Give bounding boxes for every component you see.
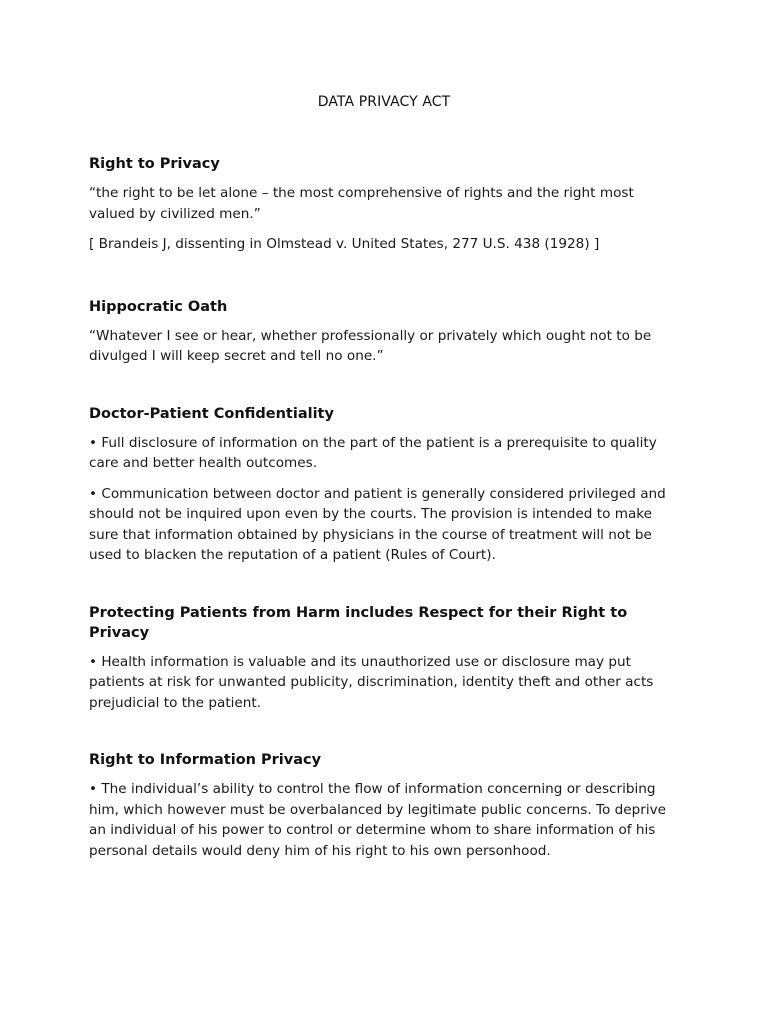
section-heading: Right to Privacy	[89, 156, 220, 172]
section-protecting-patients	[89, 603, 679, 714]
document-body	[89, 154, 679, 871]
bullet-paragraph: • The individual’s ability to control the flow of information concerning or describing him, which however must be overbalanced by legitimate public concerns. To deprive an individual of his power to control or determine whom to share information of his personal details would deny him of his right to his own personhood.	[89, 781, 667, 859]
section-heading: Protecting Patients from Harm includes Respect for their Right to Privacy	[89, 604, 628, 641]
bullet-paragraph: • Communication between doctor and patient is generally considered privileged and should not be inquired upon even by the courts. The provision is intended to make sure that information obtained by physicians in the course of treatment will not be used to blacken the reputation of a patient (Rules of Court).	[89, 485, 666, 563]
section-right-to-information-privacy	[89, 750, 679, 861]
bullet-paragraph: • Health information is valuable and its unauthorized use or disclosure may put patients at risk for unwanted publicity, discrimination, identity theft and other acts prejudicial to the patient.	[89, 653, 654, 711]
section-right-to-privacy	[89, 154, 679, 255]
section-hippocratic-oath	[89, 297, 679, 367]
quote-paragraph: “the right to be let alone – the most comprehensive of rights and the right most valued by civilized men.”	[89, 185, 634, 222]
bullet-paragraph: • Full disclosure of information on the part of the patient is a prerequisite to quality care and better health outcomes.	[89, 434, 657, 471]
section-heading: Hippocratic Oath	[89, 298, 228, 315]
section-heading: Doctor-Patient Confidentiality	[89, 405, 334, 422]
section-heading: Right to Information Privacy	[89, 752, 322, 768]
quote-paragraph: “Whatever I see or hear, whether professionally or privately which ought not to be divulged I will keep secret and tell no one.”	[89, 327, 652, 364]
section-doctor-patient-confidentiality	[89, 404, 679, 566]
citation-paragraph: [ Brandeis J, dissenting in Olmstead v. United States, 277 U.S. 438 (1928) ]	[89, 236, 600, 252]
document-title: DATA PRIVACY ACT	[317, 94, 451, 110]
